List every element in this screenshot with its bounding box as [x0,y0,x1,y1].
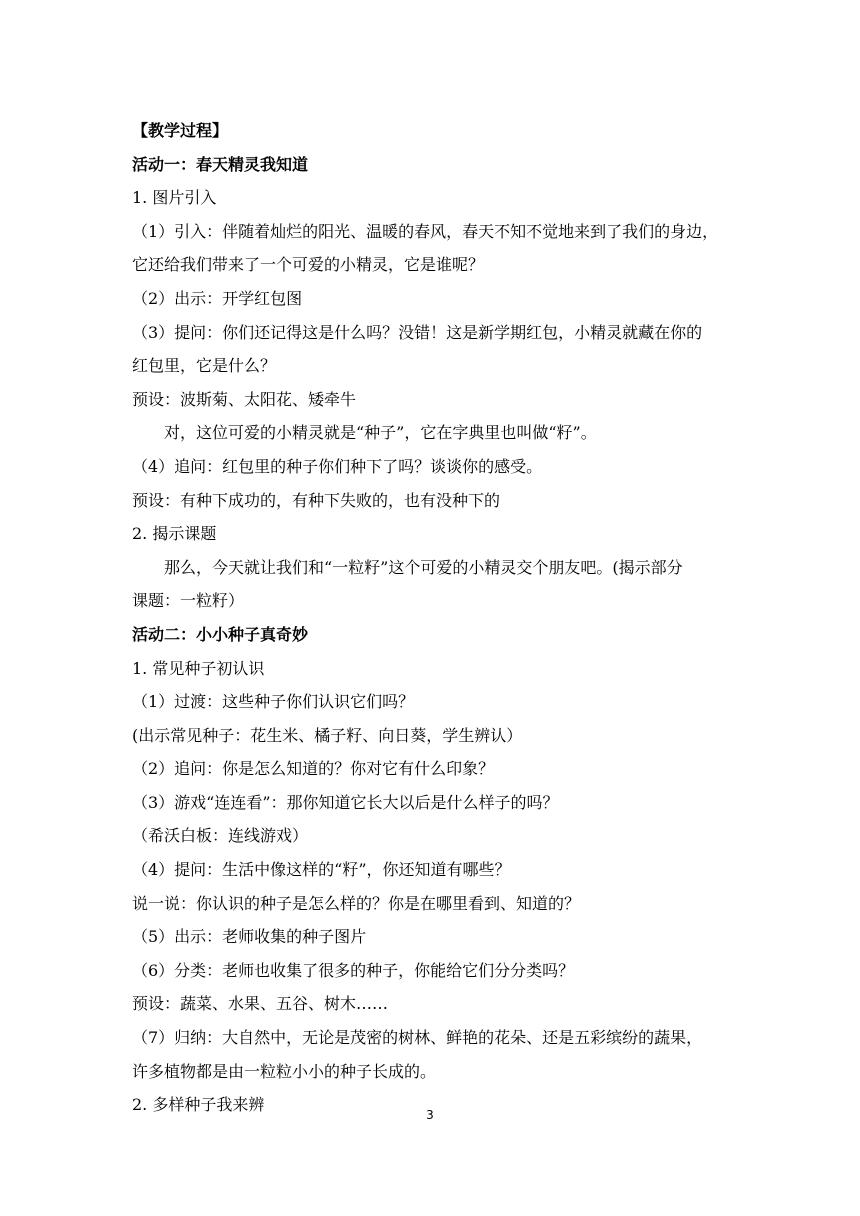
subsection-heading: 1. 常见种子初认识 [132,658,265,678]
paragraph-line: （3）提问：你们还记得这是什么吗？没错！这是新学期红包，小精灵就藏在你的 [132,322,703,342]
paragraph-line: （6）分类：老师也收集了很多的种子，你能给它们分分类吗？ [132,960,575,980]
paragraph-line: （1）引入：伴随着灿烂的阳光、温暖的春风，春天不知不觉地来到了我们的身边， [132,221,719,241]
paragraph-line: （1）过渡：这些种子你们认识它们吗？ [132,692,415,712]
paragraph-line: 预设：有种下成功的，有种下失败的，也有没种下的 [132,490,501,510]
activity-heading: 活动二：小小种子真奇妙 [132,624,309,644]
paragraph-line: 课题：一粒籽） [132,591,245,611]
paragraph-line: 说一说：你认识的种子是怎么样的？你是在哪里看到、知道的？ [132,893,581,913]
paragraph-line: （4）追问：红包里的种子你们种下了吗？谈谈你的感受。 [132,456,543,476]
paragraph-line: 预设：蔬菜、水果、五谷、树木…… [132,994,389,1014]
paragraph-line: 它还给我们带来了一个可爱的小精灵，它是谁呢？ [132,255,485,275]
paragraph-line: 红包里，它是什么？ [132,356,277,376]
page-number: 3 [426,1108,434,1122]
document-body [132,114,742,1122]
paragraph-line: (出示常见种子：花生米、橘子籽、向日葵，学生辨认） [132,725,523,745]
paragraph-line: （4）提问：生活中像这样的“籽”，你还知道有哪些？ [132,860,511,880]
paragraph-line: （3）游戏“连连看”：那你知道它长大以后是什么样子的吗？ [132,792,559,812]
subsection-heading: 2. 揭示课题 [132,524,217,544]
paragraph-line: 那么，今天就让我们和“一粒籽”这个可爱的小精灵交个朋友吧。(揭示部分 [164,557,683,577]
paragraph-line: （7）归纳：大自然中，无论是茂密的树林、鲜艳的花朵、还是五彩缤纷的蔬果， [132,1028,703,1048]
section-heading: 【教学过程】 [132,121,229,140]
activity-heading: 活动一：春天精灵我知道 [132,154,309,174]
paragraph-line: （2）追问：你是怎么知道的？你对它有什么印象？ [132,759,495,779]
paragraph-line: 对，这位可爱的小精灵就是“种子”，它在字典里也叫做“籽”。 [164,423,597,443]
paragraph-line: （2）出示：开学红包图 [132,288,303,308]
paragraph-line: 预设：波斯菊、太阳花、矮牵牛 [132,389,357,409]
subsection-heading: 1. 图片引入 [132,188,217,208]
paragraph-line: （希沃白板：连线游戏） [132,826,309,846]
subsection-heading: 2. 多样种子我来辨 [132,1095,265,1115]
paragraph-line: 许多植物都是由一粒粒小小的种子长成的。 [132,1061,437,1081]
paragraph-line: （5）出示：老师收集的种子图片 [132,927,367,947]
